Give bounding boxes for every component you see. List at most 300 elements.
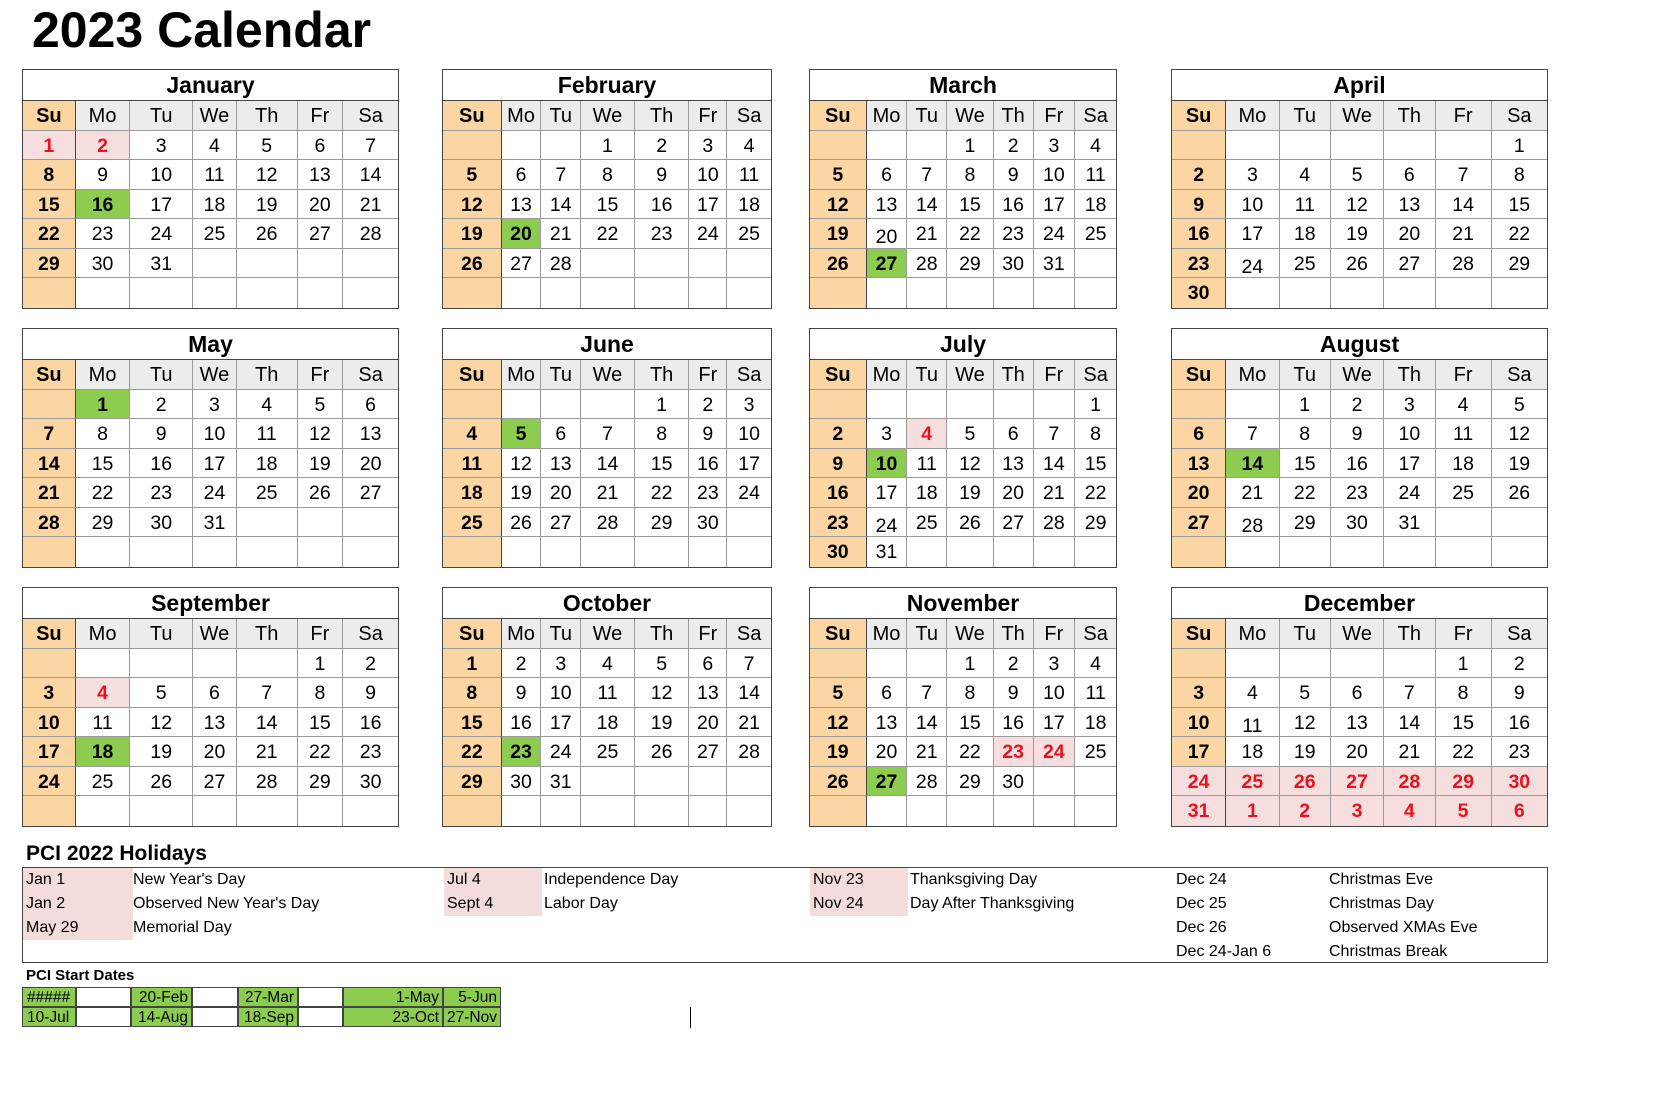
start-date-cell: 10 <box>867 449 908 479</box>
day-cell: 19 <box>1331 219 1384 249</box>
holiday-cell: 29 <box>1436 767 1492 797</box>
holiday-cell: 23 <box>994 737 1034 767</box>
empty-cell <box>907 390 947 420</box>
day-cell: 14 <box>907 708 947 738</box>
month-title-text: February <box>557 72 657 98</box>
holiday-cell: 1 <box>23 131 76 161</box>
day-cell: 14 <box>581 449 635 479</box>
weekday-header: Sa <box>1075 360 1116 390</box>
day-cell: 11 <box>443 449 502 479</box>
day-cell: 14 <box>1034 449 1076 479</box>
day-cell: 17 <box>541 708 581 738</box>
day-cell: 26 <box>810 249 867 279</box>
weekday-header: Su <box>443 101 502 131</box>
empty-cell <box>1034 537 1076 567</box>
day-cell: 3 <box>1034 131 1076 161</box>
empty-cell <box>994 390 1034 420</box>
day-cell: 3 <box>193 390 237 420</box>
day-cell: 9 <box>810 449 867 479</box>
day-cell: 11 <box>1280 190 1331 220</box>
day-cell: 7 <box>23 419 76 449</box>
day-cell: 19 <box>810 737 867 767</box>
weekday-header: We <box>581 360 635 390</box>
day-cell: 5 <box>810 678 867 708</box>
day-cell: 17 <box>130 190 193 220</box>
day-cell: 18 <box>1075 190 1116 220</box>
weekday-header: Su <box>810 619 867 649</box>
weekday-header: Su <box>810 101 867 131</box>
day-cell: 19 <box>1492 449 1547 479</box>
empty-cell <box>1384 649 1435 679</box>
day-cell: 1 <box>947 131 994 161</box>
day-cell: 23 <box>689 478 727 508</box>
day-cell: 7 <box>237 678 298 708</box>
holiday-date: Dec 24-Jan 6 <box>1176 943 1272 960</box>
day-cell: 11 <box>237 419 298 449</box>
day-cell: 24 <box>1226 249 1279 279</box>
day-cell: 16 <box>810 478 867 508</box>
month-title <box>23 70 398 101</box>
weekday-header: Sa <box>1492 101 1547 131</box>
day-cell: 16 <box>635 190 690 220</box>
day-cell: 25 <box>76 767 131 797</box>
weekday-header: Th <box>994 619 1034 649</box>
empty-cell <box>907 278 947 308</box>
holiday-cell: 1 <box>1226 796 1279 826</box>
empty-cell <box>130 796 193 826</box>
month-title-text: June <box>580 331 634 357</box>
holidays-title: PCI 2022 Holidays <box>26 842 207 865</box>
day-cell: 4 <box>727 131 771 161</box>
day-cell: 23 <box>994 219 1034 249</box>
day-cell: 19 <box>443 219 502 249</box>
start-date-cell: 16 <box>76 190 131 220</box>
day-cell: 22 <box>947 737 994 767</box>
weekday-header: Mo <box>1226 360 1279 390</box>
weekday-header: Tu <box>541 101 581 131</box>
day-cell: 30 <box>689 508 727 538</box>
empty-cell <box>298 278 344 308</box>
month-july <box>809 328 1117 568</box>
day-cell: 31 <box>541 767 581 797</box>
day-cell: 26 <box>502 508 542 538</box>
day-cell: 8 <box>76 419 131 449</box>
month-november <box>809 587 1117 827</box>
day-cell: 3 <box>1034 649 1076 679</box>
empty-cell <box>810 131 867 161</box>
day-cell: 24 <box>689 219 727 249</box>
empty-cell <box>727 278 771 308</box>
start-date-blank <box>76 1007 131 1027</box>
day-cell: 30 <box>130 508 193 538</box>
day-cell: 1 <box>1280 390 1331 420</box>
day-cell: 27 <box>994 508 1034 538</box>
weekday-header: Fr <box>298 360 344 390</box>
empty-cell <box>298 249 344 279</box>
empty-cell <box>907 796 947 826</box>
month-june <box>442 328 772 568</box>
weekday-header: Mo <box>1226 619 1279 649</box>
day-cell: 2 <box>994 649 1034 679</box>
day-cell: 4 <box>1280 160 1331 190</box>
empty-cell <box>635 796 690 826</box>
day-cell: 28 <box>581 508 635 538</box>
day-cell: 8 <box>581 160 635 190</box>
holiday-cell: 4 <box>76 678 131 708</box>
weekday-header: We <box>947 619 994 649</box>
month-september <box>22 587 399 827</box>
holiday-name: Independence Day <box>544 871 679 888</box>
month-title-text: March <box>929 72 997 98</box>
day-cell: 31 <box>1384 508 1435 538</box>
weekday-header: Fr <box>1034 360 1076 390</box>
day-cell: 10 <box>1226 190 1279 220</box>
start-date-blank <box>192 1007 238 1027</box>
day-cell: 5 <box>1280 678 1331 708</box>
day-cell: 17 <box>867 478 908 508</box>
month-title <box>810 588 1116 619</box>
day-cell: 17 <box>1226 219 1279 249</box>
day-cell: 10 <box>1172 708 1226 738</box>
weekday-header: Mo <box>867 360 908 390</box>
day-cell: 13 <box>298 160 344 190</box>
day-cell: 29 <box>635 508 690 538</box>
start-date-value: 5-Jun <box>443 987 501 1007</box>
day-cell: 3 <box>867 419 908 449</box>
day-cell: 7 <box>1436 160 1492 190</box>
empty-cell <box>689 767 727 797</box>
day-cell: 5 <box>130 678 193 708</box>
day-cell: 3 <box>689 131 727 161</box>
weekday-header: Fr <box>298 619 344 649</box>
day-cell: 15 <box>581 190 635 220</box>
weekday-header: Fr <box>298 101 344 131</box>
day-cell: 11 <box>1226 708 1279 738</box>
empty-cell <box>727 537 771 567</box>
day-cell: 31 <box>1034 249 1076 279</box>
day-cell: 13 <box>1384 190 1435 220</box>
empty-cell <box>635 278 690 308</box>
day-cell: 6 <box>193 678 237 708</box>
day-cell: 28 <box>1226 508 1279 538</box>
start-date-cell: 18 <box>76 737 131 767</box>
day-cell: 30 <box>1172 278 1226 308</box>
empty-cell <box>1436 508 1492 538</box>
empty-cell <box>541 131 581 161</box>
empty-cell <box>947 796 994 826</box>
month-title-text: July <box>939 331 987 357</box>
weekday-header: We <box>193 101 237 131</box>
month-title <box>810 329 1116 360</box>
empty-cell <box>130 537 193 567</box>
start-date-cell: 27 <box>867 249 908 279</box>
month-title-text: December <box>1303 590 1416 616</box>
day-cell: 22 <box>581 219 635 249</box>
day-cell: 17 <box>689 190 727 220</box>
weekday-header: Mo <box>867 619 908 649</box>
start-date-value: 1-May <box>343 987 443 1007</box>
day-cell: 22 <box>23 219 76 249</box>
empty-cell <box>541 390 581 420</box>
day-cell: 7 <box>343 131 398 161</box>
empty-cell <box>541 796 581 826</box>
empty-cell <box>810 390 867 420</box>
month-august <box>1171 328 1548 568</box>
day-cell: 30 <box>994 249 1034 279</box>
empty-cell <box>1280 537 1331 567</box>
weekday-header: Sa <box>1075 101 1116 131</box>
empty-cell <box>1034 390 1076 420</box>
day-cell: 18 <box>581 708 635 738</box>
empty-cell <box>443 796 502 826</box>
empty-cell <box>237 508 298 538</box>
day-cell: 23 <box>1492 737 1547 767</box>
day-cell: 12 <box>237 160 298 190</box>
start-date-value: 27-Nov <box>443 1007 501 1027</box>
empty-cell <box>810 278 867 308</box>
day-cell: 27 <box>298 219 344 249</box>
month-title-text: April <box>1333 72 1386 98</box>
empty-cell <box>689 796 727 826</box>
empty-cell <box>443 131 502 161</box>
empty-cell <box>1075 537 1116 567</box>
day-cell: 20 <box>1384 219 1435 249</box>
day-cell: 6 <box>867 160 908 190</box>
day-cell: 9 <box>1331 419 1384 449</box>
day-cell: 26 <box>1331 249 1384 279</box>
day-cell: 22 <box>1436 737 1492 767</box>
day-cell: 12 <box>810 190 867 220</box>
day-cell: 18 <box>1280 219 1331 249</box>
start-date-value: 23-Oct <box>343 1007 443 1027</box>
empty-cell <box>1226 390 1279 420</box>
start-date-value: ##### <box>22 987 76 1007</box>
empty-cell <box>1226 537 1279 567</box>
empty-cell <box>1384 131 1435 161</box>
start-date-blank <box>298 1007 343 1027</box>
day-cell: 22 <box>443 737 502 767</box>
day-cell: 21 <box>581 478 635 508</box>
day-cell: 15 <box>1280 449 1331 479</box>
day-cell: 7 <box>1034 419 1076 449</box>
day-cell: 5 <box>635 649 690 679</box>
empty-cell <box>867 796 908 826</box>
empty-cell <box>1436 131 1492 161</box>
day-cell: 9 <box>994 678 1034 708</box>
empty-cell <box>581 278 635 308</box>
holiday-cell: 25 <box>1226 767 1279 797</box>
month-title <box>443 329 771 360</box>
holiday-date: Dec 26 <box>1176 919 1227 936</box>
day-cell: 8 <box>1075 419 1116 449</box>
empty-cell <box>947 390 994 420</box>
day-cell: 17 <box>727 449 771 479</box>
day-cell: 21 <box>23 478 76 508</box>
day-cell: 14 <box>907 190 947 220</box>
day-cell: 5 <box>1331 160 1384 190</box>
day-cell: 26 <box>947 508 994 538</box>
day-cell: 7 <box>1226 419 1279 449</box>
day-cell: 19 <box>810 219 867 249</box>
empty-cell <box>343 537 398 567</box>
weekday-header: Th <box>994 101 1034 131</box>
day-cell: 30 <box>810 537 867 567</box>
holiday-name: Day After Thanksgiving <box>910 895 1075 912</box>
empty-cell <box>1226 131 1279 161</box>
day-cell: 30 <box>994 767 1034 797</box>
day-cell: 31 <box>867 537 908 567</box>
holiday-cell: 4 <box>1384 796 1435 826</box>
empty-cell <box>502 537 542 567</box>
day-cell: 5 <box>237 131 298 161</box>
day-cell: 8 <box>947 160 994 190</box>
weekday-header: Fr <box>1436 360 1492 390</box>
holiday-name: Memorial Day <box>133 919 232 936</box>
month-october <box>442 587 772 827</box>
day-cell: 15 <box>947 708 994 738</box>
empty-cell <box>1172 537 1226 567</box>
weekday-header: Th <box>237 101 298 131</box>
text-cursor <box>690 1007 691 1028</box>
empty-cell <box>1331 537 1384 567</box>
day-cell: 4 <box>1075 649 1116 679</box>
day-cell: 6 <box>298 131 344 161</box>
day-cell: 22 <box>76 478 131 508</box>
empty-cell <box>581 249 635 279</box>
day-cell: 6 <box>994 419 1034 449</box>
day-cell: 20 <box>541 478 581 508</box>
day-cell: 20 <box>1172 478 1226 508</box>
day-cell: 13 <box>689 678 727 708</box>
day-cell: 27 <box>502 249 542 279</box>
empty-cell <box>867 131 908 161</box>
day-cell: 25 <box>443 508 502 538</box>
weekday-header: Mo <box>502 360 542 390</box>
day-cell: 1 <box>635 390 690 420</box>
day-cell: 21 <box>1034 478 1076 508</box>
day-cell: 29 <box>947 249 994 279</box>
weekday-header: Tu <box>907 619 947 649</box>
empty-cell <box>1331 278 1384 308</box>
day-cell: 14 <box>23 449 76 479</box>
empty-cell <box>343 508 398 538</box>
day-cell: 1 <box>1436 649 1492 679</box>
day-cell: 29 <box>1492 249 1547 279</box>
empty-cell <box>237 649 298 679</box>
day-cell: 12 <box>947 449 994 479</box>
day-cell: 11 <box>76 708 131 738</box>
empty-cell <box>1280 649 1331 679</box>
day-cell: 25 <box>1280 249 1331 279</box>
empty-cell <box>130 278 193 308</box>
weekday-header: Tu <box>1280 360 1331 390</box>
day-cell: 10 <box>23 708 76 738</box>
day-cell: 2 <box>1492 649 1547 679</box>
empty-cell <box>1384 537 1435 567</box>
empty-cell <box>130 649 193 679</box>
empty-cell <box>193 537 237 567</box>
empty-cell <box>1172 131 1226 161</box>
day-cell: 25 <box>1075 737 1116 767</box>
day-cell: 10 <box>541 678 581 708</box>
holiday-date: Jan 2 <box>23 892 133 916</box>
weekday-header: Su <box>810 360 867 390</box>
month-january <box>22 69 399 309</box>
empty-cell <box>76 649 131 679</box>
empty-cell <box>1331 131 1384 161</box>
empty-cell <box>343 278 398 308</box>
start-date-blank <box>76 987 131 1007</box>
month-april <box>1171 69 1548 309</box>
month-title-text: October <box>562 590 652 616</box>
day-cell: 2 <box>810 419 867 449</box>
empty-cell <box>237 278 298 308</box>
empty-cell <box>907 649 947 679</box>
empty-cell <box>1226 278 1279 308</box>
day-cell: 14 <box>1436 190 1492 220</box>
day-cell: 17 <box>193 449 237 479</box>
day-cell: 9 <box>1172 190 1226 220</box>
day-cell: 16 <box>1172 219 1226 249</box>
day-cell: 24 <box>727 478 771 508</box>
month-december <box>1171 587 1548 827</box>
day-cell: 25 <box>237 478 298 508</box>
day-cell: 18 <box>1436 449 1492 479</box>
weekday-header: Su <box>443 619 502 649</box>
day-cell: 9 <box>130 419 193 449</box>
weekday-header: Su <box>443 360 502 390</box>
day-cell: 21 <box>727 708 771 738</box>
day-cell: 27 <box>1172 508 1226 538</box>
day-cell: 19 <box>1280 737 1331 767</box>
day-cell: 23 <box>343 737 398 767</box>
day-cell: 4 <box>581 649 635 679</box>
day-cell: 21 <box>1384 737 1435 767</box>
day-cell: 23 <box>1172 249 1226 279</box>
day-cell: 18 <box>1075 708 1116 738</box>
day-cell: 27 <box>343 478 398 508</box>
day-cell: 16 <box>994 190 1034 220</box>
weekday-header: Th <box>1384 101 1435 131</box>
empty-cell <box>443 390 502 420</box>
day-cell: 8 <box>635 419 690 449</box>
weekday-header: Tu <box>1280 101 1331 131</box>
day-cell: 13 <box>867 190 908 220</box>
day-cell: 1 <box>1492 131 1547 161</box>
day-cell: 30 <box>76 249 131 279</box>
start-date-value: 14-Aug <box>131 1007 192 1027</box>
month-march <box>809 69 1117 309</box>
day-cell: 18 <box>1226 737 1279 767</box>
day-cell: 12 <box>443 190 502 220</box>
day-cell: 9 <box>994 160 1034 190</box>
weekday-header: Fr <box>1034 619 1076 649</box>
day-cell: 8 <box>23 160 76 190</box>
empty-cell <box>1280 131 1331 161</box>
day-cell: 2 <box>635 131 690 161</box>
weekday-header: We <box>581 619 635 649</box>
empty-cell <box>502 796 542 826</box>
day-cell: 9 <box>502 678 542 708</box>
empty-cell <box>581 537 635 567</box>
weekday-header: Mo <box>502 619 542 649</box>
day-cell: 5 <box>1492 390 1547 420</box>
day-cell: 18 <box>193 190 237 220</box>
day-cell: 12 <box>1331 190 1384 220</box>
day-cell: 12 <box>298 419 344 449</box>
day-cell: 15 <box>76 449 131 479</box>
day-cell: 11 <box>1075 160 1116 190</box>
